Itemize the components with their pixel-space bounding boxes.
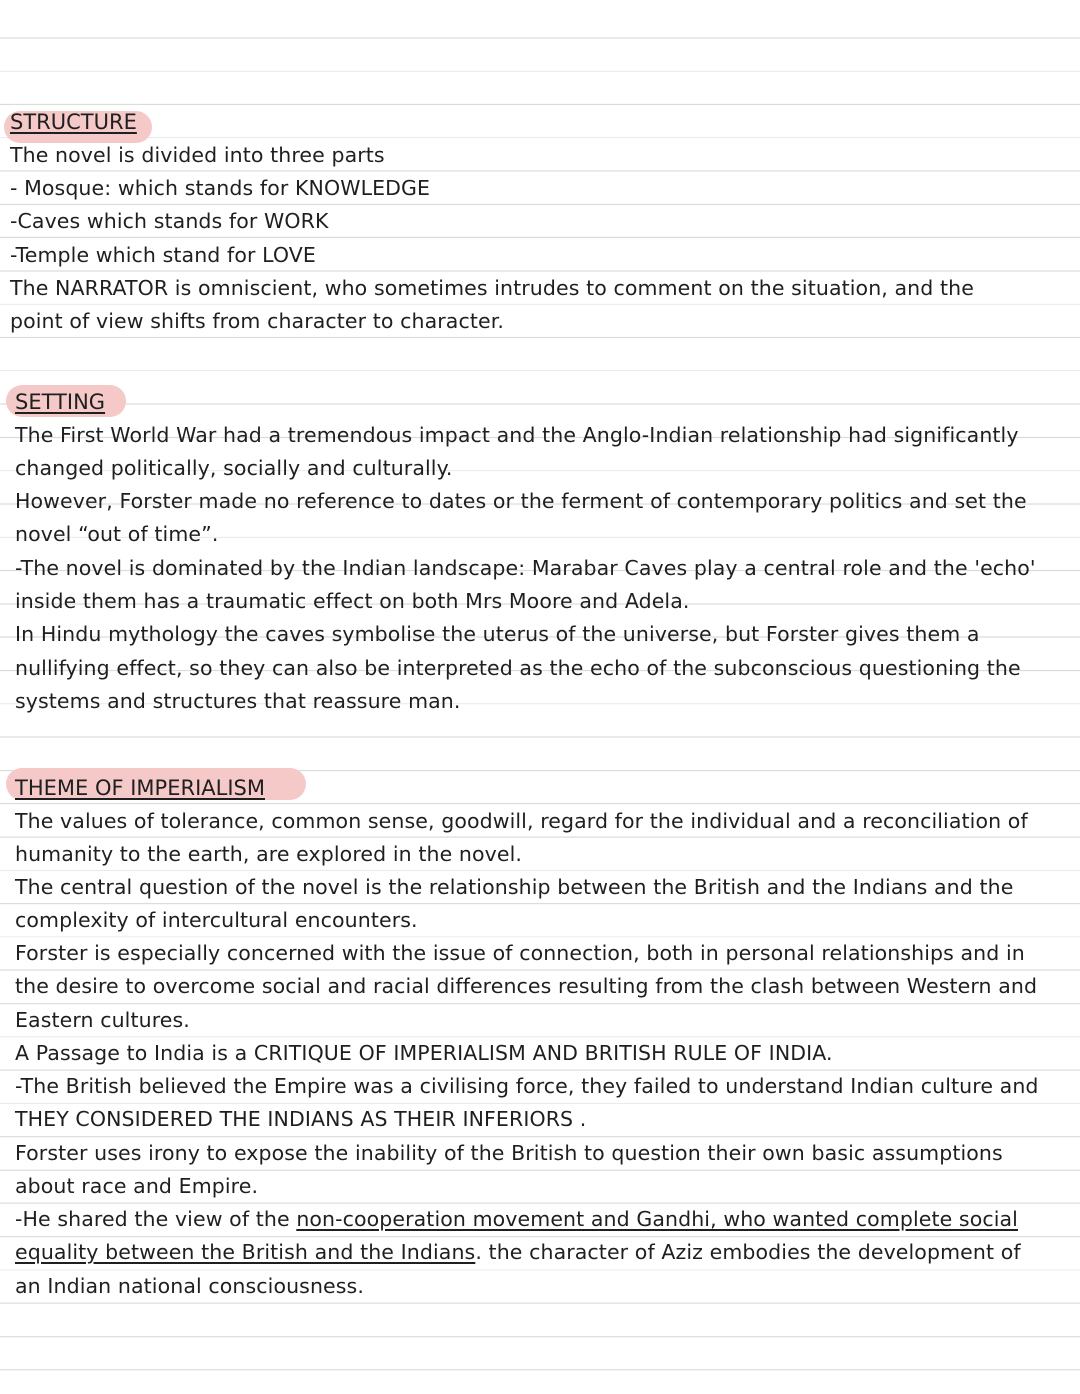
imperialism-line: The central question of the novel is the relationship between the British and the Indians and the [15, 875, 1014, 899]
setting-line: However, Forster made no reference to dates or the ferment of contemporary politics and set the [15, 489, 1027, 513]
setting-line: In Hindu mythology the caves symbolise the uterus of the universe, but Forster gives them a [15, 622, 980, 646]
structure-line: -Caves which stands for WORK [10, 209, 329, 233]
imperialism-line [15, 1203, 1018, 1236]
imperialism-line: Eastern cultures. [15, 1008, 190, 1032]
imperialism-line: THEY CONSIDERED THE INDIANS AS THEIR INFERIORS . [15, 1107, 587, 1131]
structure-heading: STRUCTURE [10, 110, 137, 134]
line-suffix: . the character of Aziz embodies the development of [475, 1240, 1021, 1264]
structure-line: -Temple which stand for LOVE [10, 243, 316, 267]
setting-line: changed politically, socially and culturally. [15, 456, 453, 480]
setting-line: novel “out of time”. [15, 522, 219, 546]
setting-heading: SETTING [15, 390, 106, 414]
setting-line: inside them has a traumatic effect on both Mrs Moore and Adela. [15, 589, 690, 613]
setting-line: nullifying effect, so they can also be interpreted as the echo of the subconscious questioning the [15, 656, 1021, 680]
structure-line: The novel is divided into three parts [10, 143, 385, 167]
imperialism-line: humanity to the earth, are explored in the novel. [15, 842, 522, 866]
setting-line: systems and structures that reassure man. [15, 689, 461, 713]
setting-line: The First World War had a tremendous impact and the Anglo-Indian relationship had significantly [15, 423, 1019, 447]
imperialism-line: the desire to overcome social and racial differences resulting from the clash between Western and [15, 974, 1038, 998]
underlined-phrase: non-cooperation movement and Gandhi, who wanted complete social [296, 1207, 1018, 1231]
structure-line: - Mosque: which stands for KNOWLEDGE [10, 176, 431, 200]
imperialism-line: -The British believed the Empire was a civilising force, they failed to understand Indian culture and [15, 1074, 1039, 1098]
imperialism-line [15, 1236, 1021, 1269]
setting-line: -The novel is dominated by the Indian landscape: Marabar Caves play a central role and the 'echo' [15, 556, 1036, 580]
structure-line: point of view shifts from character to character. [10, 309, 504, 333]
line-prefix: -He shared the view of the [15, 1207, 297, 1231]
underlined-phrase: equality between the British and the Indians [15, 1240, 476, 1264]
imperialism-line: an Indian national consciousness. [15, 1274, 364, 1298]
imperialism-line: A Passage to India is a CRITIQUE OF IMPERIALISM AND BRITISH RULE OF INDIA. [15, 1041, 833, 1065]
imperialism-line: about race and Empire. [15, 1174, 259, 1198]
imperialism-line: complexity of intercultural encounters. [15, 908, 418, 932]
imperialism-line: Forster is especially concerned with the issue of connection, both in personal relationships and in [15, 941, 1025, 965]
imperialism-line: Forster uses irony to expose the inability of the British to question their own basic assumptions [15, 1141, 1003, 1165]
structure-line: The NARRATOR is omniscient, who sometimes intrudes to comment on the situation, and the [10, 276, 974, 300]
imperialism-line: The values of tolerance, common sense, goodwill, regard for the individual and a reconciliation of [15, 809, 1028, 833]
imperialism-heading: THEME OF IMPERIALISM [15, 776, 265, 800]
